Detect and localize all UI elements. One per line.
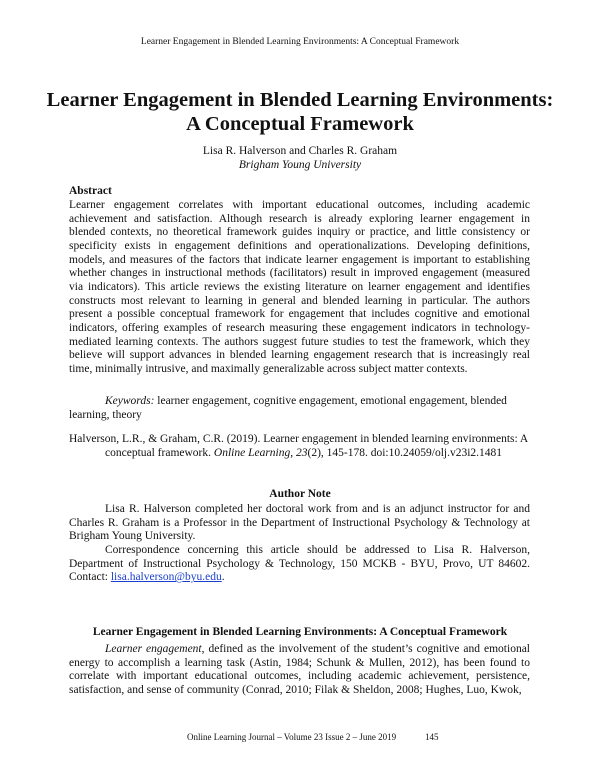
title-line-1: Learner Engagement in Blended Learning Environments:	[46, 89, 554, 111]
citation-prefix: Halverson, L.R., & Graham, C.R. (2019). Learner engagement in blended learning environments: A conceptual framework.	[69, 433, 528, 459]
abstract-heading: Abstract	[69, 185, 112, 197]
correspondence-end: .	[221, 571, 225, 584]
author-note-paragraph-1: Lisa R. Halverson completed her doctoral work from and is an adjunct instructor for and Charles R. Graham is a Professor in the Department of Instructional Psychology & Technology at Brigham Young University.	[69, 503, 530, 543]
paper-title	[40, 88, 560, 136]
citation-suffix: (2), 145-178. doi:10.24059/olj.v23i2.1481	[307, 446, 503, 459]
contact-email-link[interactable]: lisa.halverson@byu.edu	[110, 571, 222, 584]
title-line-2: A Conceptual Framework	[186, 113, 414, 135]
author-note-heading: Author Note	[269, 488, 331, 500]
authors: Lisa R. Halverson and Charles R. Graham	[202, 145, 398, 157]
intro-term: Learner engagement	[105, 643, 202, 655]
correspondence-text: Correspondence concerning this article should be addressed to Lisa R. Halverson, Department of Instructional Psychology & Technology, 150 MCKB - BYU, Provo, UT 84602. Contact:	[69, 544, 530, 584]
keywords-label: Keywords:	[105, 395, 155, 407]
intro-text: , defined as the involvement of the student’s cognitive and emotional energy to accomplish a learning task (Astin, 1984; Schunk & Mullen, 2012), has been found to correlate with important educational outcomes, including academic achievement, persistence, satisfaction, and sense of community (Conrad, 2010; Filak & Sheldon, 2008; Hughes, Luo, Kwok,	[69, 643, 530, 696]
keywords	[69, 395, 530, 422]
footer-journal: Online Learning Journal – Volume 23 Issue 2 – June 2019	[187, 732, 397, 742]
affiliation: Brigham Young University	[238, 159, 362, 171]
abstract-body: Learner engagement correlates with important educational outcomes, including academic achievement and satisfaction. Although research is already exploring learner engagement in blended contexts, no theoretical framework guides inquiry or practice, and little consistency or specificity exists in engagement definitions and operationalizations. Developing definitions, models, and measures of the factors that indicate learner engagement is important to establishing whether changes in instructional methods (facilitators) result in improved engagement (measured via indicators). This article reviews the existing literature on learner engagement and identifies constructs most relevant to learning in general and blended learning in particular. The authors present a possible conceptual framework for engagement that includes cognitive and emotional indicators, offering examples of research measuring these engagement indicators in technology-mediated learning contexts. The authors suggest future studies to test the framework, which they believe will support advances in blended learning engagement research that is increasingly real time, minimally intrusive, and maximally generalizable across subject matter contexts.	[69, 199, 530, 375]
running-header: Learner Engagement in Blended Learning Environments: A Conceptual Framework	[140, 37, 460, 47]
keywords-text: learner engagement, cognitive engagement, emotional engagement, blended learning, theory	[69, 395, 507, 421]
citation	[69, 433, 530, 460]
section-heading: Learner Engagement in Blended Learning Environments: A Conceptual Framework	[92, 626, 508, 638]
author-note-paragraph-2	[69, 544, 530, 585]
page-number: 145	[425, 732, 439, 742]
citation-journal: Online Learning, 23	[213, 446, 308, 459]
intro-paragraph	[69, 643, 530, 698]
